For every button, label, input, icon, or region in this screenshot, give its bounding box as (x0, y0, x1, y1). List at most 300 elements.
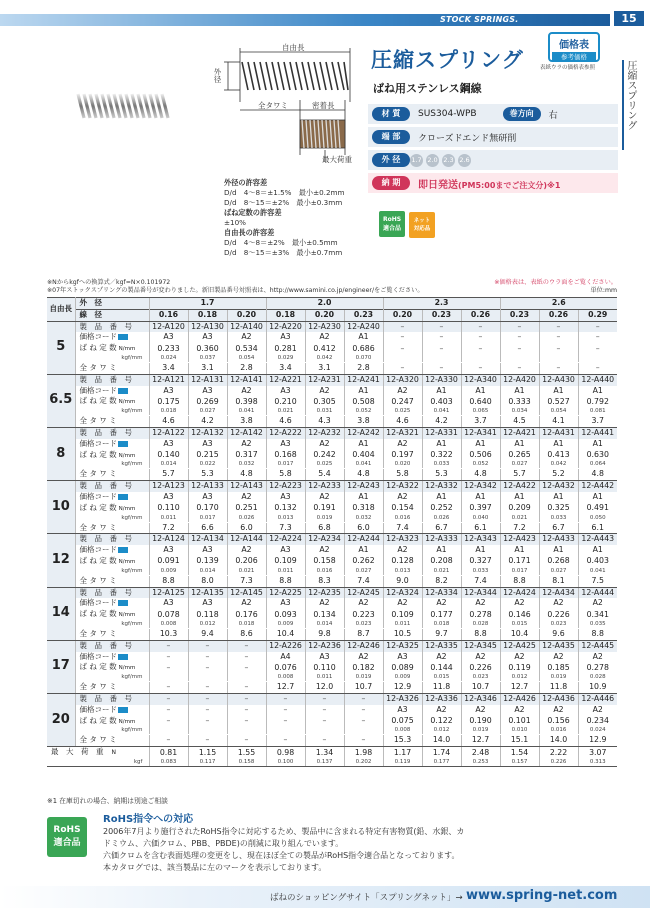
spec-end-value: クローズドエンド無研削 (418, 133, 517, 144)
spring-rate-kgf: 0.025 (383, 408, 422, 415)
product-code[interactable]: 12-A222 (266, 427, 305, 438)
product-code[interactable]: 12-A423 (500, 534, 539, 545)
total-deflection: 8.8 (266, 576, 305, 587)
product-code[interactable]: 12-A226 (266, 640, 305, 651)
total-deflection: 4.2 (188, 416, 227, 427)
spring-rate-kgf: 0.015 (500, 621, 539, 628)
spec-end-label: 端 部 (372, 130, 410, 144)
spring-rate-kgf: 0.024 (578, 727, 617, 734)
product-code: – (188, 693, 227, 704)
max-load-kgf: 0.177 (422, 759, 461, 767)
spring-rate-row (47, 662, 617, 674)
total-deflection: 10.5 (383, 629, 422, 640)
product-code[interactable]: 12-A232 (305, 427, 344, 438)
product-code: – (149, 693, 188, 704)
spring-rate-n: 0.093 (266, 609, 305, 621)
spring-rate-n: 0.075 (383, 716, 422, 728)
max-load-row (47, 747, 617, 759)
product-code[interactable]: 12-A421 (500, 427, 539, 438)
badge-row (379, 211, 435, 238)
spring-rate-n: 0.176 (227, 609, 266, 621)
spec-list (368, 104, 618, 196)
row-label-kgf: kgf/mm (121, 408, 143, 415)
price-code: A3 (188, 492, 227, 503)
price-code: – (266, 705, 305, 716)
spring-rate-n: 0.792 (578, 396, 617, 408)
price-code: A1 (539, 545, 578, 556)
product-code[interactable]: 12-A145 (227, 587, 266, 598)
total-deflection: 12.9 (383, 682, 422, 693)
free-length-cell: 20 (47, 693, 75, 746)
total-deflection: 7.3 (266, 523, 305, 534)
total-deflection: – (227, 682, 266, 693)
total-deflection: 5.8 (266, 469, 305, 480)
unit-newton: N (111, 749, 116, 757)
total-deflection: 3.4 (149, 363, 188, 374)
spring-rate-n: – (227, 716, 266, 728)
product-code[interactable]: 12-A434 (539, 587, 578, 598)
product-code[interactable]: 12-A324 (383, 587, 422, 598)
product-code[interactable]: 12-A440 (578, 374, 617, 385)
spring-rate-n: 0.398 (227, 396, 266, 408)
spring-rate-n: 0.397 (461, 503, 500, 515)
product-code[interactable]: 12-A336 (422, 693, 461, 704)
product-code[interactable]: 12-A431 (539, 427, 578, 438)
product-code[interactable]: 12-A420 (500, 374, 539, 385)
total-deflection: 8.8 (461, 629, 500, 640)
total-deflection: 6.6 (188, 523, 227, 534)
price-code-row (47, 598, 617, 609)
product-code[interactable]: 12-A220 (266, 321, 305, 332)
spring-rate-kgf: 0.019 (461, 727, 500, 734)
product-code[interactable]: 12-A322 (383, 481, 422, 492)
row-label-spring-rate (75, 343, 149, 355)
spring-rate-kgf: 0.014 (188, 568, 227, 575)
product-code[interactable]: 12-A441 (578, 427, 617, 438)
od-chip[interactable]: 2.6 (458, 154, 471, 167)
product-code[interactable]: 12-A335 (422, 640, 461, 651)
spring-rate-kgf: 0.022 (188, 461, 227, 468)
spring-rate-kgf: 0.021 (500, 515, 539, 522)
rohs-compliant-mark (47, 817, 87, 857)
max-load-n: 2.48 (461, 747, 500, 759)
total-deflection: 4.8 (344, 469, 383, 480)
spring-rate-kgf: 0.012 (500, 674, 539, 681)
product-code[interactable]: 12-A142 (227, 427, 266, 438)
spring-rate-n: 0.234 (578, 716, 617, 728)
total-deflection: 5.2 (539, 469, 578, 480)
product-code[interactable]: 12-A445 (578, 640, 617, 651)
spec-material-row (368, 104, 618, 124)
header-wire-diameter: 0.20 (227, 309, 266, 321)
unit-n-per-mm: N/mm (118, 505, 136, 512)
spring-rate-kgf: 0.031 (305, 408, 344, 415)
top-banner (0, 0, 650, 26)
price-code: A2 (305, 492, 344, 503)
price-code: A2 (227, 386, 266, 397)
price-code: A3 (266, 545, 305, 556)
product-code[interactable]: 12-A224 (266, 534, 305, 545)
product-code[interactable]: 12-A446 (578, 693, 617, 704)
total-deflection-row (47, 469, 617, 480)
total-deflection: 2.8 (227, 363, 266, 374)
total-deflection: 4.8 (227, 469, 266, 480)
product-code: – (266, 693, 305, 704)
notes-right (494, 279, 617, 287)
table-notes (47, 279, 617, 295)
price-code: A1 (461, 439, 500, 450)
spring-rate-kgf: 0.040 (461, 515, 500, 522)
product-code[interactable]: 12-A321 (383, 427, 422, 438)
price-code: A1 (578, 439, 617, 450)
product-code[interactable]: 12-A343 (461, 534, 500, 545)
spring-rate-kgf: 0.017 (266, 461, 305, 468)
price-code: A3 (188, 386, 227, 397)
product-code[interactable]: 12-A331 (422, 427, 461, 438)
price-table-icon (118, 334, 128, 340)
product-code[interactable]: 12-A140 (227, 321, 266, 332)
spring-rate-n: 0.118 (188, 609, 227, 621)
fl-tolerance-title: 自由長の許容差 (224, 228, 275, 237)
total-deflection-row (47, 682, 617, 693)
price-table-icon (118, 547, 128, 553)
spring-rate-n: 0.226 (539, 609, 578, 621)
spring-rate-kgf: 0.033 (539, 515, 578, 522)
footnote-stock: ※1 在庫切れの場合、納期は別途ご相談 (47, 797, 168, 805)
spring-rate-n: 0.333 (500, 396, 539, 408)
od-chip[interactable]: 2.0 (426, 154, 439, 167)
price-code: A1 (539, 386, 578, 397)
product-code[interactable]: 12-A444 (578, 587, 617, 598)
od-chip[interactable]: 2.3 (442, 154, 455, 167)
product-code[interactable]: 12-A433 (539, 534, 578, 545)
total-deflection: 8.0 (188, 576, 227, 587)
spring-rate-n: 0.158 (305, 556, 344, 568)
price-code: A2 (305, 386, 344, 397)
product-code[interactable]: 12-A143 (227, 481, 266, 492)
product-code[interactable]: 12-A435 (539, 640, 578, 651)
price-table-icon (118, 388, 128, 394)
spring-rate-kgf: 0.035 (578, 621, 617, 628)
product-code[interactable]: 12-A125 (149, 587, 188, 598)
rohs-badge-line2: 適合品 (382, 225, 401, 232)
price-code: A2 (344, 598, 383, 609)
row-label-price-code (75, 705, 149, 716)
price-code: A2 (539, 652, 578, 663)
price-code: A1 (461, 492, 500, 503)
product-code[interactable]: 12-A133 (188, 481, 227, 492)
header-wire-diameter: 0.20 (305, 309, 344, 321)
spring-rate-kgf: 0.013 (266, 515, 305, 522)
unit-n-per-mm: N/mm (118, 452, 136, 459)
product-code[interactable]: 12-A135 (188, 587, 227, 598)
spring-rate-kgf: 0.008 (383, 727, 422, 734)
product-code[interactable]: 12-A141 (227, 374, 266, 385)
product-code[interactable]: 12-A243 (344, 481, 383, 492)
max-load-kgf: 0.313 (578, 759, 617, 767)
product-code[interactable]: 12-A121 (149, 374, 188, 385)
price-code-row (47, 652, 617, 663)
price-code: A1 (500, 439, 539, 450)
price-code: A2 (305, 545, 344, 556)
product-code: – (578, 321, 617, 332)
product-code[interactable]: 12-A236 (305, 640, 344, 651)
price-code: A2 (461, 598, 500, 609)
spec-winding-label: 巻方向 (503, 107, 541, 121)
price-code: A1 (344, 492, 383, 503)
spring-rate-row (47, 716, 617, 728)
product-code[interactable]: 12-A424 (500, 587, 539, 598)
spring-rate-kgf: 0.011 (383, 621, 422, 628)
delivery-mark: ※1 (547, 180, 561, 190)
spring-rate-n: 0.318 (344, 503, 383, 515)
total-deflection: 4.5 (500, 416, 539, 427)
header-od-group: 2.3 (383, 298, 500, 310)
price-code: A2 (305, 439, 344, 450)
spring-rate-kgf: 0.041 (227, 408, 266, 415)
product-code[interactable]: 12-A131 (188, 374, 227, 385)
product-code[interactable]: 12-A330 (422, 374, 461, 385)
product-code[interactable]: 12-A241 (344, 374, 383, 385)
header-free-length: 自由長 (47, 298, 75, 322)
product-code[interactable]: 12-A246 (344, 640, 383, 651)
spring-rate-kgf: 0.041 (344, 461, 383, 468)
spring-rate-n: 0.140 (149, 450, 188, 462)
product-code[interactable]: 12-A333 (422, 534, 461, 545)
unit-n-per-mm: N/mm (118, 665, 136, 672)
unit-n-per-mm: N/mm (118, 558, 136, 565)
label-outer-diameter: 外径 (213, 68, 222, 83)
product-code: – (422, 321, 461, 332)
total-deflection: – (383, 363, 422, 374)
spring-rate-n: 0.278 (461, 609, 500, 621)
product-code[interactable]: 12-A341 (461, 427, 500, 438)
spring-rate-n: 0.506 (461, 450, 500, 462)
product-code[interactable]: 12-A233 (305, 481, 344, 492)
spring-rate-n: 0.091 (149, 556, 188, 568)
spring-rate-n: 0.317 (227, 450, 266, 462)
product-code[interactable]: 12-A234 (305, 534, 344, 545)
row-label-price-code (75, 545, 149, 556)
product-code[interactable]: 12-A245 (344, 587, 383, 598)
total-deflection: 12.7 (500, 682, 539, 693)
free-length-cell: 5 (47, 321, 75, 374)
spring-rate-kgf: 0.033 (461, 568, 500, 575)
spring-rate-kgf-row (47, 674, 617, 681)
total-deflection: 5.4 (305, 469, 344, 480)
spring-rate-kgf: 0.064 (578, 461, 617, 468)
spring-rate-label: ば ね 定 数 (79, 715, 117, 725)
spring-rate-kgf: 0.016 (383, 515, 422, 522)
total-deflection: 4.6 (266, 416, 305, 427)
product-code[interactable]: 12-A320 (383, 374, 422, 385)
header-od-label: 外 径 (75, 298, 149, 310)
spring-rate-n: 0.177 (422, 609, 461, 621)
spring-rate-kgf (266, 727, 305, 734)
row-label-spring-rate (75, 556, 149, 568)
spring-rate-n: 0.251 (227, 503, 266, 515)
rohs-badge-line1: RoHS (382, 216, 402, 223)
price-code: A2 (383, 439, 422, 450)
price-code: A2 (461, 705, 500, 716)
product-code[interactable]: 12-A231 (305, 374, 344, 385)
price-code-label: 価格コード (79, 491, 117, 501)
row-label-spring-rate (75, 503, 149, 515)
spring-rate-n: 0.215 (188, 450, 227, 462)
price-code: A3 (188, 545, 227, 556)
total-deflection: 3.7 (461, 416, 500, 427)
total-deflection: 7.4 (383, 523, 422, 534)
product-code[interactable]: 12-A323 (383, 534, 422, 545)
product-code[interactable]: 12-A432 (539, 481, 578, 492)
product-code[interactable]: 12-A340 (461, 374, 500, 385)
product-code[interactable]: 12-A443 (578, 534, 617, 545)
product-code[interactable]: 12-A422 (500, 481, 539, 492)
row-label-product-code: 製 品 番 号 (75, 427, 149, 438)
product-code[interactable]: 12-A436 (539, 693, 578, 704)
product-code[interactable]: 12-A235 (305, 587, 344, 598)
product-code[interactable]: 12-A130 (188, 321, 227, 332)
product-code[interactable]: 12-A120 (149, 321, 188, 332)
row-label-spring-rate (75, 609, 149, 621)
free-length-cell: 17 (47, 640, 75, 693)
product-code[interactable]: 12-A326 (383, 693, 422, 704)
product-code[interactable]: 12-A124 (149, 534, 188, 545)
footer-website-link[interactable]: www.spring-net.com (466, 888, 618, 903)
price-code: – (149, 652, 188, 663)
spring-rate-label: ば ね 定 数 (79, 609, 117, 619)
row-label-spring-rate (75, 450, 149, 462)
price-code: A1 (539, 439, 578, 450)
product-code[interactable]: 12-A225 (266, 587, 305, 598)
fl-tolerance-1: D/d 4～8＝±2% 最小±0.5mm (224, 238, 338, 247)
product-code[interactable]: 12-A425 (500, 640, 539, 651)
product-code[interactable]: 12-A342 (461, 481, 500, 492)
row-label-kgf: kgf/mm (121, 674, 143, 681)
product-code[interactable]: 12-A332 (422, 481, 461, 492)
row-label-max-load (47, 747, 149, 759)
delivery-main: 即日発送 (418, 179, 458, 191)
header-wire-diameter: 0.29 (578, 309, 617, 321)
max-load-kgf: 0.253 (461, 759, 500, 767)
total-deflection: – (227, 735, 266, 746)
page-subtitle: ばね用ステンレス鋼線 (373, 82, 482, 95)
net-badge-line2: 対応品 (413, 226, 431, 232)
product-code[interactable]: 12-A346 (461, 693, 500, 704)
spring-rate-n: 0.209 (500, 503, 539, 515)
free-length-cell: 12 (47, 534, 75, 587)
spring-rate-n: 0.327 (461, 556, 500, 568)
spring-rate-kgf: 0.008 (266, 674, 305, 681)
price-code-row (47, 386, 617, 397)
product-code: – (461, 321, 500, 332)
product-code[interactable]: 12-A134 (188, 534, 227, 545)
price-code: A3 (266, 492, 305, 503)
product-code[interactable]: 12-A242 (344, 427, 383, 438)
spring-photo (70, 86, 190, 126)
total-deflection: 8.8 (500, 576, 539, 587)
spec-end-row (368, 127, 618, 147)
spring-rate-kgf: 0.042 (539, 461, 578, 468)
spring-rate-kgf-row (47, 568, 617, 575)
spring-rate-n: – (149, 716, 188, 728)
price-code: A2 (422, 652, 461, 663)
price-code: A3 (266, 386, 305, 397)
product-code[interactable]: 12-A221 (266, 374, 305, 385)
spring-rate-n: – (383, 343, 422, 355)
top-blue-bar (0, 14, 610, 26)
price-code: A1 (344, 545, 383, 556)
row-label-price-code (75, 492, 149, 503)
price-reference-badge (540, 32, 616, 77)
fl-tolerance-2: D/d 8～15＝±3% 最小±0.7mm (224, 248, 343, 257)
price-code: A2 (461, 652, 500, 663)
max-load-n: 1.54 (500, 747, 539, 759)
product-code[interactable]: 12-A430 (539, 374, 578, 385)
price-code-row (47, 492, 617, 503)
od-chip[interactable]: 1.7 (410, 154, 423, 167)
row-label-total-deflection: 全 タ ワ ミ (75, 735, 149, 746)
total-deflection: – (188, 735, 227, 746)
product-code-row (47, 693, 617, 704)
product-code[interactable]: 12-A122 (149, 427, 188, 438)
product-code[interactable]: 12-A223 (266, 481, 305, 492)
header-wire-diameter: 0.16 (149, 309, 188, 321)
max-load-kgf: 0.157 (500, 759, 539, 767)
spring-rate-kgf (188, 727, 227, 734)
total-deflection: 7.3 (227, 576, 266, 587)
product-code[interactable]: 12-A345 (461, 640, 500, 651)
product-code[interactable]: 12-A334 (422, 587, 461, 598)
product-code[interactable]: 12-A344 (461, 587, 500, 598)
spring-rate-kgf (188, 674, 227, 681)
product-code[interactable]: 12-A123 (149, 481, 188, 492)
spring-rate-n: 0.182 (344, 662, 383, 674)
product-code[interactable]: 12-A230 (305, 321, 344, 332)
row-label-product-code: 製 品 番 号 (75, 481, 149, 492)
price-code: A2 (500, 652, 539, 663)
product-code[interactable]: 12-A244 (344, 534, 383, 545)
spring-rate-kgf: 0.033 (422, 461, 461, 468)
product-code[interactable]: 12-A442 (578, 481, 617, 492)
total-deflection: 9.7 (422, 629, 461, 640)
spring-rate-kgf: 0.013 (383, 568, 422, 575)
total-deflection: 6.7 (422, 523, 461, 534)
product-code[interactable]: 12-A426 (500, 693, 539, 704)
product-code[interactable]: 12-A240 (344, 321, 383, 332)
spring-rate-n: 0.168 (266, 450, 305, 462)
total-deflection-row (47, 735, 617, 746)
side-category-tab[interactable]: 圧縮スプリング (622, 60, 638, 150)
spec-od-row (368, 150, 618, 170)
price-code: A3 (188, 332, 227, 343)
spring-rate-kgf (500, 355, 539, 362)
product-code[interactable]: 12-A132 (188, 427, 227, 438)
total-deflection: 6.1 (461, 523, 500, 534)
spring-rate-kgf: 0.054 (539, 408, 578, 415)
spec-delivery-label: 納 期 (372, 176, 410, 190)
spring-rate-n: 0.134 (305, 609, 344, 621)
product-code[interactable]: 12-A325 (383, 640, 422, 651)
total-deflection: 11.8 (539, 682, 578, 693)
product-code-row (47, 374, 617, 385)
spring-rate-kgf: 0.050 (578, 515, 617, 522)
spring-rate-n: 0.076 (266, 662, 305, 674)
spring-rate-kgf: 0.027 (500, 461, 539, 468)
spring-rate-kgf: 0.018 (227, 621, 266, 628)
price-table-icon (118, 600, 128, 606)
product-code[interactable]: 12-A144 (227, 534, 266, 545)
